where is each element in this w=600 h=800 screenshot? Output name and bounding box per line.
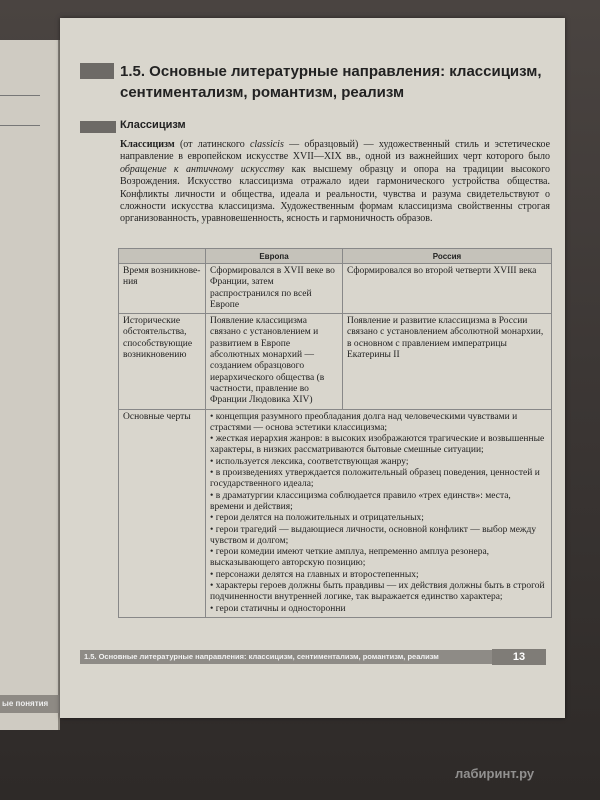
list-item: • в драматургии классицизма соблюдается правило «трех единств»: места, времени и действия; — [210, 491, 547, 514]
russia-cell: Появление и развитие классицизма в России связано с установлением абсолютной монархии, в основном с правлением императрицы Екатерины II — [343, 314, 552, 409]
list-item: • в произведениях утверждается положительный образец поведения, ценностей и государственного идеала; — [210, 468, 547, 491]
comparison-table — [118, 248, 552, 618]
table-row — [119, 409, 552, 617]
table-row — [119, 264, 552, 314]
heading-marker — [80, 63, 114, 79]
left-page-rule — [0, 95, 40, 96]
list-item: • герои делятся на положительных и отрицательных; — [210, 513, 547, 524]
page-number: 13 — [492, 649, 546, 665]
book-page — [60, 18, 565, 718]
row-label: Основные черты — [119, 409, 206, 617]
list-item: • персонажи делятся на главных и второстепенных; — [210, 570, 547, 581]
table-header — [119, 249, 206, 264]
list-item: • концепция разумного преобладания долга над человеческими чувствами и страстями — основа эстетики классицизма; — [210, 412, 547, 435]
row-label: Время возникнове-ния — [119, 264, 206, 314]
left-page-footer-strip: ые понятия — [0, 695, 60, 713]
list-item: • характеры героев должны быть правдивы — их действия должны быть в строгой подчиненности внутренней логике, так выражается единство характера; — [210, 581, 547, 604]
list-item: • герои статичны и односторонни — [210, 604, 547, 615]
section-marker — [80, 121, 116, 133]
table-row — [119, 314, 552, 409]
intro-text-2: — образцовый) — художественный стиль и эстетическое направление в европейском искусстве XVII—XIX вв., одной из важнейших черт которого было — [120, 139, 551, 163]
row-label: Исторические обстоятельства, способствующие возникновению — [119, 314, 206, 409]
intro-italic: обращение к античному искусству — [120, 163, 285, 175]
intro-latin: classicis — [249, 139, 284, 150]
intro-text-3: как высшему образцу и опора на традиции высокого Возрождения. Искусство классицизма отражало идеи гармонического устройства общества. Конфликты личности и общества, идеала и реальности, чувства и разума свидетельствуют о сложности искусства классицизма. Художественным формам классицизма свойственны строгая организованность, уравновешенность, ясность и гармоничность образов. — [120, 163, 551, 225]
list-item: • используется лексика, соответствующая жанру; — [210, 457, 547, 468]
intro-paragraph — [120, 139, 550, 226]
left-page-rule — [0, 125, 40, 126]
list-item: • герои трагедий — выдающиеся личности, основной конфликт — выбор между чувством и долгом; — [210, 525, 547, 548]
intro-term: Классицизм — [120, 139, 175, 150]
table-header: Россия — [343, 249, 552, 264]
features-list — [210, 412, 547, 615]
features-cell — [206, 409, 552, 617]
intro-text-1: (от латинского — [174, 139, 250, 150]
watermark: лабиринт.ру — [455, 766, 535, 781]
table-header: Европа — [206, 249, 343, 264]
left-page-edge — [0, 40, 60, 730]
page-title: 1.5. Основные литературные направления: классицизм, сентиментализм, романтизм, реализм — [120, 63, 542, 101]
europe-cell: Появление классицизма связано с установлением и развитием в Европе абсолютных монархий — созданием образцового иерархического общества (в частности, правление во Франции Людовика XIV) — [206, 314, 343, 409]
list-item: • жесткая иерархия жанров: в высоких изображаются трагические и возвышенные характеры, в низких рассматриваются бытовые смешные ситуации; — [210, 434, 547, 457]
list-item: • герои комедии имеют четкие амплуа, непременно амплуа резонера, высказывающего авторскую позицию; — [210, 547, 547, 570]
table-header-row — [119, 249, 552, 264]
russia-cell: Сформировался во второй четверти XVIII века — [343, 264, 552, 314]
europe-cell: Сформировался в XVII веке во Франции, затем распространился по всей Европе — [206, 264, 343, 314]
section-title: Классицизм — [120, 119, 186, 131]
running-footer: 1.5. Основные литературные направления: классицизм, сентиментализм, романтизм, реализм — [80, 650, 544, 664]
